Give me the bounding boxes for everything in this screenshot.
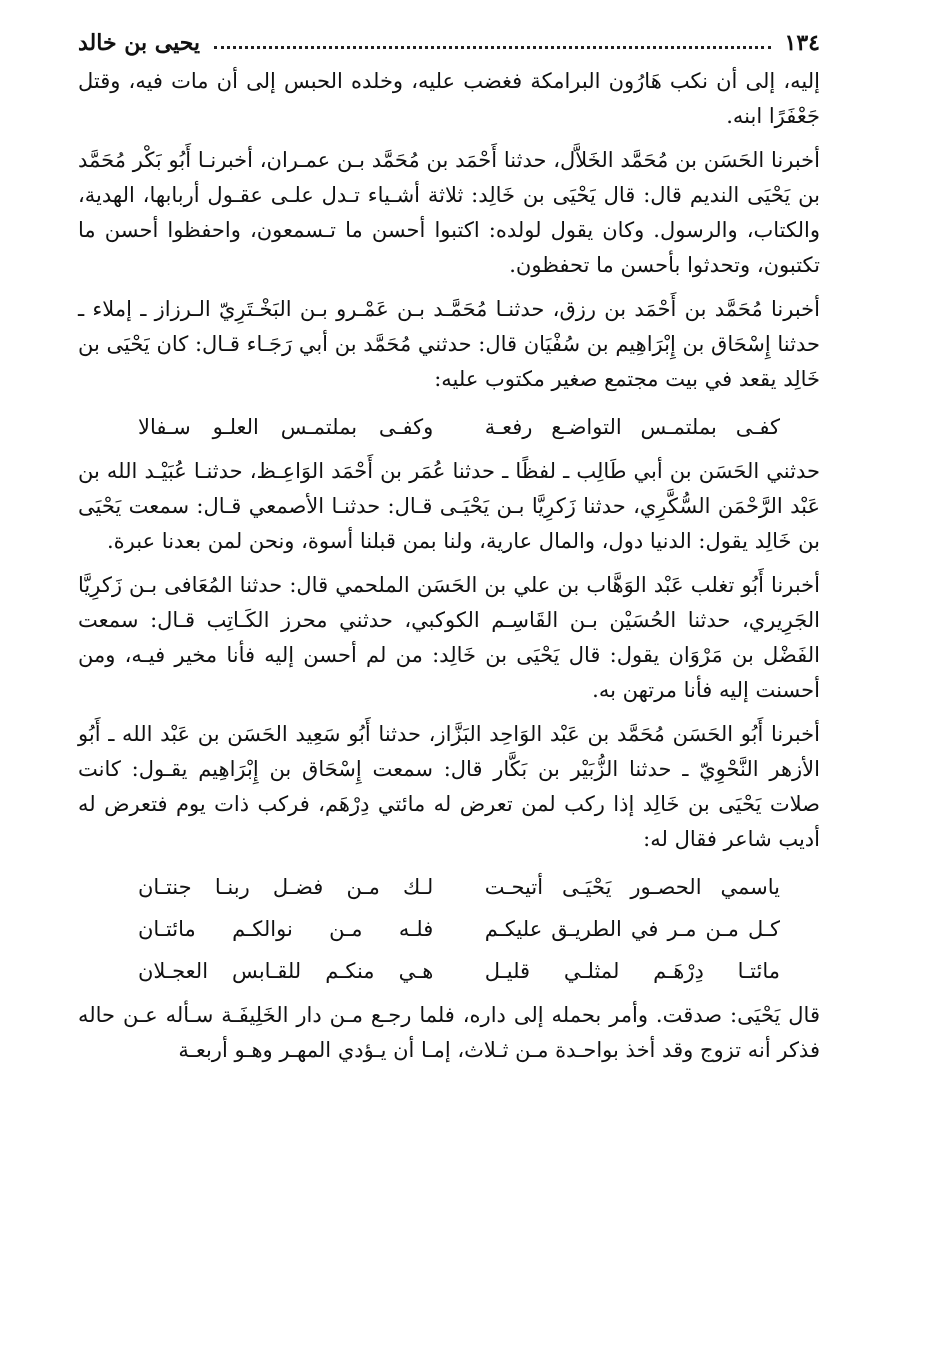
verse-second-hemistich: وكفـى بملتمـس العلـو سـفالا [138,414,434,439]
verse-second-hemistich: فلـه مـن نوالكـم مائتـان [138,916,434,941]
verse-first-hemistich: كـل مـن مـر في الطريـق عليكـم [484,916,780,941]
paragraph-continuation: إليه، إلى أن نكب هَارُون البرامكة فغضب عليه، وخلده الحبس إلى أن مات فيه، وقتل جَعْفَرًا ابنه. [78,69,820,128]
header-dotted-leader [214,46,771,49]
paragraph-rizq-narration: أخبرنا مُحَمَّد بن أَحْمَد بن رزق، حدثنـا مُحَمَّـد بـن عَمْـرو بـن البَخْـتَرِيّ الـرزاز ـ إملاء ـ حدثنا إِسْحَاق بن إِبْرَاهِيم بن سُفْيَان قال: حدثني مُحَمَّد بن أبي رَجَـاء قـال: كان يَحْيَى بن خَالِد يقعد في بيت مجتمع صغير مكتوب عليه: [78,297,820,391]
verse-first-hemistich: كفـى بملتمـس التواضـع رفعـة [484,414,780,439]
page-header [78,22,820,64]
verse-second-hemistich: لـك مـن فضـل ربنـا جنتـان [138,874,434,899]
poem-poet-verses [78,866,820,992]
poem-verse [78,950,820,992]
poem-verse [78,908,820,950]
paragraph-yahya-reply: قال يَحْيَى: صدقت. وأمر بحمله إلى داره، فلما رجـع مـن دار الخَلِيفَـة سـأله عـن حاله فذكر أنه تزوج وقد أخذ بواحـدة مـن ثـلاث، إمـا أن يـؤدي المهـر وهـو أربعـة [78,1003,820,1062]
running-title: يحيى بن خالد [78,30,201,56]
verse-second-hemistich: هـي منكـم للقـابس العجـلان [138,958,434,983]
verse-first-hemistich: مائتـا دِرْهَـم لمثلـي قليـل [484,958,780,983]
page-number: ١٣٤ [784,30,820,56]
paragraph-fadl-narration: أخبرنا أَبُو تغلب عَبْد الوَهَّاب بن علي بن الحَسَن الملحمي قال: حدثنا المُعَافى بـن زَكرِيَّا الجَرِيري، حدثنا الحُسَيْن بـن القَاسِـم الكوكبي، حدثني محرز الكَـاتِب قـال: سمعت الفَضْل بن مَرْوَان يقول: قال يَحْيَى بن خَالِد: من لم أحسن إليه فأنا مخير فيـه، ومن أحسنت إليه فأنا مرتهن به. [78,573,820,702]
poem-inscription [78,406,820,448]
paragraph-ishaq-narration: أخبرنا أَبُو الحَسَن مُحَمَّد بن عَبْد الوَاحِد البَزَّاز، حدثنا أَبُو سَعِيد الحَسَن بن عَبْد الله ـ أَبُو الأزهر النَّحْوِيّ ـ حدثنا الزُّبَيْر بن بَكَّار قال: سمعت إِسْحَاق بن إِبْرَاهِيم يقـول: كانت صلات يَحْيَى بن خَالِد إذا ركب لمن تعرض له مائتي دِرْهَم، فركب ذات يوم فتعرض له أديب شاعر فقال له: [78,722,820,851]
poem-verse [78,866,820,908]
verse-first-hemistich: ياسمي الحصـور يَحْيَـى أتيحـت [484,874,780,899]
body-text [78,64,820,1068]
book-page [78,22,820,1077]
poem-verse [78,406,820,448]
paragraph-khallal-narration: أخبرنا الحَسَن بن مُحَمَّد الخَلاَّل، حدثنا أَحْمَد بن مُحَمَّد بـن عمـران، أخبرنـا أَبُو بَكْر مُحَمَّد بن يَحْيَى النديم قال: قال يَحْيَى بن خَالِد: ثلاثة أشـياء تـدل علـى عقـول أربابها، الهدية، والكتاب، والرسول. وكان يقول لولده: اكتبوا أحسن ما تـسمعون، واحفظوا أحسن ما تكتبون، وتحدثوا بأحسن ما تحفظون. [78,148,820,277]
paragraph-asmai-narration: حدثني الحَسَن بن أبي طَالِب ـ لفظًا ـ حدثنا عُمَر بن أَحْمَد الوَاعِـظ، حدثنـا عُبَيْـد الله بن عَبْد الرَّحْمَن السُّكَّرِي، حدثنا زَكرِيَّا بـن يَحْيَـى قـال: حدثنـا الأصمعي قـال: سمعت يَحْيَى بن خَالِد يقول: الدنيا دول، والمال عارية، ولنا بمن قبلنا أسوة، ونحن لمن بعدنا عبرة. [78,459,820,553]
